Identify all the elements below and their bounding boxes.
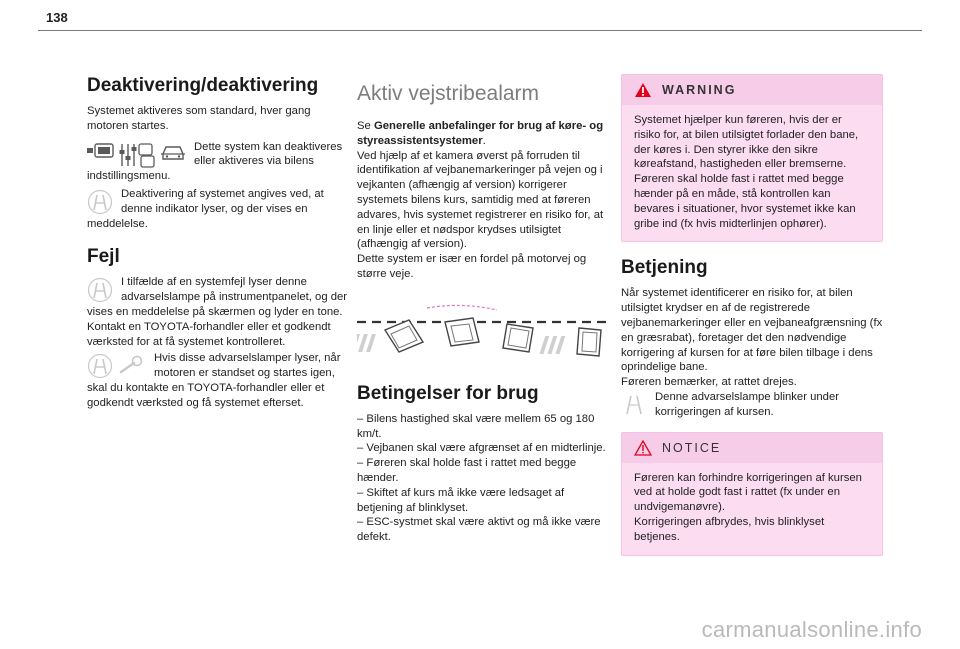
- notice-box: [621, 432, 883, 556]
- wrench-icon: [118, 353, 146, 379]
- notice-text: Korrigeringen afbrydes, hvis blinklyset betjenes.: [634, 515, 825, 543]
- section-title-fault: Fejl: [87, 246, 120, 268]
- notice-label: NOTICE: [662, 440, 722, 455]
- menu-button-icon: [87, 142, 114, 159]
- icon-group-warning-lamps: [87, 353, 146, 379]
- lane-departure-illustration: [357, 300, 612, 366]
- warning-box: [621, 74, 883, 242]
- column-deactivation: [87, 74, 349, 411]
- section-title-operation: Betjening: [621, 257, 708, 279]
- conditions-list: [357, 412, 612, 545]
- warning-header: [622, 75, 882, 105]
- list-item: – ESC-systmet skal være aktivt og må ikke være defekt.: [357, 516, 601, 544]
- top-rule: [38, 30, 922, 31]
- column-warning-operation: [621, 74, 883, 556]
- lane-warning-icon: [87, 277, 113, 303]
- paragraph: Deaktivering af systemet angives ved, at denne indikator lyser, og der vises en meddelelse.: [87, 187, 324, 230]
- watermark: carmanualsonline.info: [701, 617, 922, 642]
- icon-group-blinking: [621, 392, 647, 416]
- reference-link-text: Generelle anbefalinger for brug af køre- og styreassistentsystemer: [357, 120, 604, 147]
- section-title-conditions: Betingelser for brug: [357, 382, 539, 404]
- paragraph-reference: [357, 119, 612, 149]
- notice-triangle-icon: [634, 440, 652, 456]
- icon-group-settings: [87, 142, 186, 168]
- warning-text: Systemet hjælper kun føreren, hvis der er risiko for, at bilen utilsigtet forlader den bane, der køres i. Den styrer ikke den sikre køreafstand, hastigheden eller bremserne. Føreren skal holde fast i rattet med begge hænder på en måde, stå kontrollen kan bevares i situationer, hvor systemet ikke kan gribe ind (fx hvis midterlinjen ophører).: [634, 114, 859, 230]
- notice-text: Føreren kan forhindre korrigeringen af kursen ved at holde godt fast i rattet (fx under en undvigemanøvre).: [634, 471, 862, 514]
- paragraph: Ved hjælp af et kamera øverst på forruden til identifikation af vejbanemarkeringer på vejen og i vejkanten (afhængig af version) korrigerer systemets bilens kurs, samtidig med at føreren advares, hvis systemet registrerer en risiko for, at en linje eller et nødspor krydses utilsigtet (afhængig af version).: [357, 149, 604, 251]
- car-icon: [160, 142, 186, 162]
- list-item: – Bilens hastighed skal være mellem 65 og 180 km/t.: [357, 412, 595, 440]
- warning-triangle-icon: [634, 82, 652, 98]
- lane-indicator-icon: [87, 189, 113, 215]
- lane-warning-icon: [87, 353, 113, 379]
- list-item: – Vejbanen skal være afgrænset af en midterlinje.: [357, 442, 606, 455]
- paragraph: I tilfælde af en systemfejl lyser denne advarselslampe på instrumentpanelet, og der vises en meddelelse på skærmen og lyder en tone.: [87, 276, 348, 318]
- lane-correction-icon: [621, 392, 647, 416]
- paragraph: Systemet aktiveres som standard, hver gang motoren startes.: [87, 105, 311, 132]
- paragraph: Hvis disse advarselslamper lyser, når motoren er standset og startes igen, skal du kontakte en TOYOTA-forhandler eller et godkendt værksted og få systemet efterset.: [87, 352, 341, 409]
- paragraph: Føreren bemærker, at rattet drejes.: [621, 376, 797, 389]
- icon-group-fault: [87, 277, 113, 303]
- warning-label: WARNING: [662, 83, 737, 97]
- list-item: – Skiftet af kurs må ikke være ledsaget af betjening af blinklyset.: [357, 486, 565, 514]
- reference-prefix: Se: [357, 120, 374, 132]
- icon-group-indicator: [87, 189, 113, 215]
- paragraph: Denne advarselslampe blinker under korrigeringen af kursen.: [655, 390, 839, 418]
- list-item: – Føreren skal holde fast i rattet med begge hænder.: [357, 457, 577, 484]
- paragraph: Kontakt en TOYOTA-forhandler eller et godkendt værksted for at få systemet kontrolleret.: [87, 320, 331, 348]
- paragraph: Dette system kan deaktiveres eller aktiveres via bilens indstillingsmenu.: [87, 140, 343, 183]
- paragraph: Dette system er især en fordel på motorvej og større veje.: [357, 253, 587, 280]
- page-number: 138: [46, 10, 68, 25]
- section-title-deactivation: Deaktivering/deaktivering: [87, 75, 319, 96]
- reference-suffix: .: [482, 134, 486, 147]
- section-title-lane-alert: Aktiv vejstribealarm: [357, 82, 540, 105]
- paragraph: Når systemet identificerer en risiko for, at bilen utilsigtet krydser en af de registrerede vejbanemarkeringer eller en vejbaneafgrænsning (fx en græsrabat), foretager det den nødvendige korrigering af kursen for at føre bilen tilbage i dens oprindelige bane.: [621, 287, 883, 374]
- notice-header: [622, 433, 882, 463]
- settings-sliders-icon: [119, 142, 155, 168]
- column-lane-keeping: [357, 74, 612, 545]
